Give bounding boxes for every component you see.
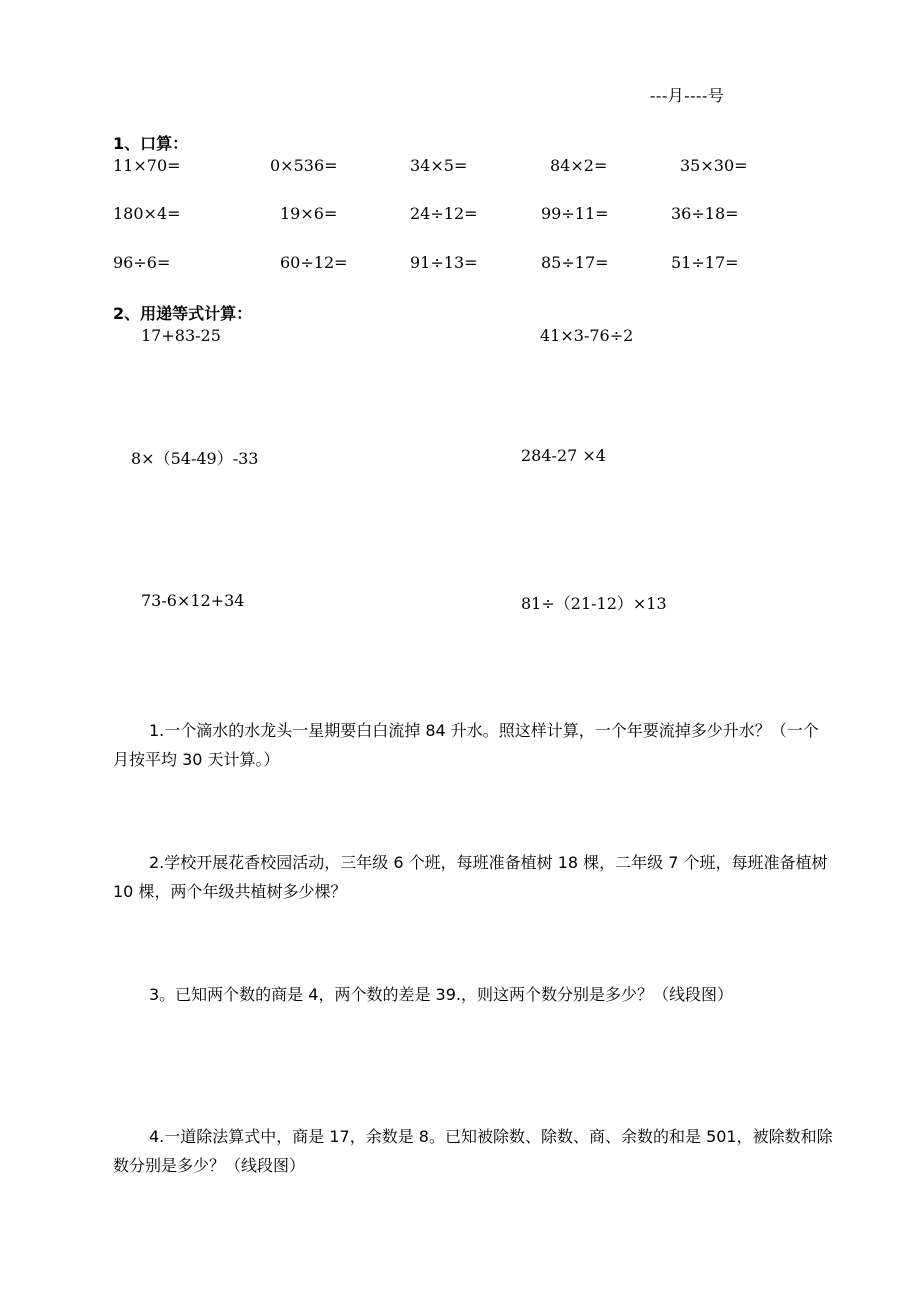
step-calc-expression: 8×（54-49）-33 xyxy=(131,449,259,468)
step-calc-expression: 73-6×12+34 xyxy=(141,591,245,610)
section1-title: 1、口算： xyxy=(113,134,189,153)
oral-calc-item: 84×2= xyxy=(550,156,608,175)
word-problem-1: 1.一个滴水的水龙头一星期要白白流掉 84 升水。照这样计算，一个年要流掉多少升水？（一个月按平均 30 天计算。） xyxy=(113,721,819,769)
oral-calc-item: 34×5= xyxy=(410,156,468,175)
oral-calc-item: 180×4= xyxy=(113,204,181,223)
word-problem-2: 2.学校开展花香校园活动，三年级 6 个班，每班准备植树 18 棵，二年级 7 个班，每班准备植树 10 棵，两个年级共植树多少棵？ xyxy=(113,853,828,901)
oral-calc-item: 99÷11= xyxy=(541,204,609,223)
oral-calc-item: 35×30= xyxy=(680,156,748,175)
oral-calc-item: 19×6= xyxy=(280,204,338,223)
step-calc-expression: 81÷（21-12）×13 xyxy=(521,594,667,613)
word-problem-4: 4.一道除法算式中，商是 17，余数是 8。已知被除数、除数、商、余数的和是 501，被除数和除数分别是多少？（线段图） xyxy=(113,1127,833,1175)
word-problem-3: 3。已知两个数的商是 4，两个数的差是 39.，则这两个数分别是多少？（线段图） xyxy=(149,985,733,1004)
oral-calc-item: 96÷6= xyxy=(113,253,171,272)
oral-calc-item: 0×536= xyxy=(270,156,338,175)
oral-calc-item: 51÷17= xyxy=(671,253,739,272)
oral-calc-item: 11×70= xyxy=(113,156,181,175)
oral-calc-item: 36÷18= xyxy=(671,204,739,223)
step-calc-expression: 284-27 ×4 xyxy=(521,446,606,465)
oral-calc-item: 91÷13= xyxy=(410,253,478,272)
step-calc-expression: 41×3-76÷2 xyxy=(540,326,634,345)
oral-calc-item: 24÷12= xyxy=(410,204,478,223)
date-line: ---月----号 xyxy=(650,86,725,105)
step-calc-expression: 17+83-25 xyxy=(141,326,221,345)
oral-calc-item: 60÷12= xyxy=(280,253,348,272)
oral-calc-item: 85÷17= xyxy=(541,253,609,272)
section2-title: 2、用递等式计算： xyxy=(113,304,253,323)
